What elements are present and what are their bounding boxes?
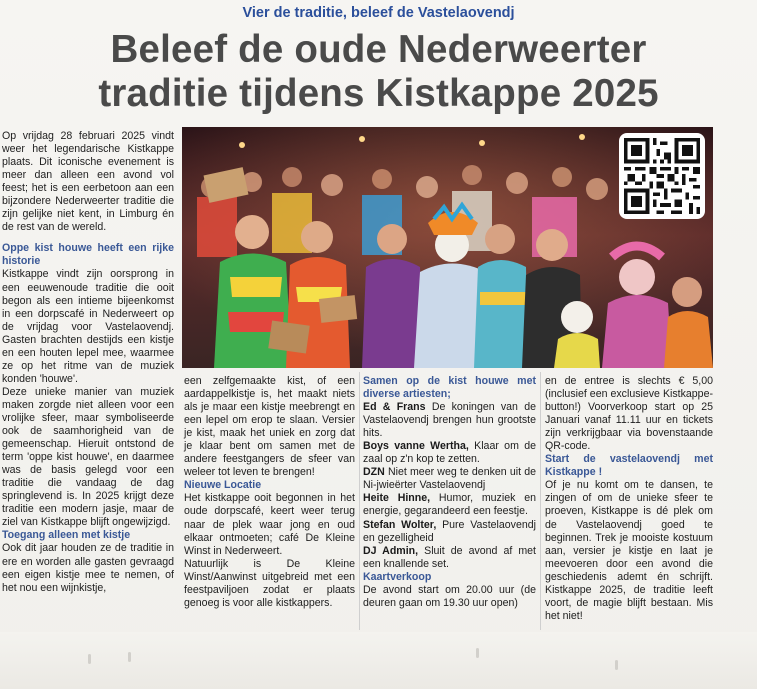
page-margin: [0, 632, 757, 689]
paragraph: Natuurlijk is De Kleine Winst/Aanwinst uitgebreid met een feestpaviljoen zodat er plaats genoeg is voor alle kistkappers.: [184, 557, 355, 609]
artist-entry: [363, 401, 536, 440]
artist-description: De koningen van de Vastelaovendj brengen hun grootste hits.: [363, 401, 536, 440]
section-heading-artists: Samen op de kist houwe met diverse artiesten;: [363, 375, 536, 401]
artist-description: Sluit de avond af met een knallende set.: [363, 544, 537, 570]
artist-description: Klaar om de zaal op z'n kop te zetten.: [363, 440, 536, 466]
artist-description: Pure Vastelaovendj en gezelligheid: [363, 518, 536, 544]
paragraph: Kistkappe vindt zijn oorsprong in een eeuwenoude traditie die ooit begon als een intieme bijeenkomst in een dorpscafé in Nederweert op de vrijdag voor Vastelaovendj. Gasten brachten destijds een kistje en een houten lepel mee, waarmee ze op het ritme van de muziek konden 'houwe'.: [2, 268, 174, 385]
artist-description: Humor, muziek en energie, gegarandeerd een feestje.: [363, 492, 536, 518]
artist-entry: [363, 545, 536, 571]
paper-mark: [128, 652, 131, 662]
intro-paragraph: Op vrijdag 28 februari 2025 vindt weer het legendarische Kistkappe plaats. Dit iconische evenement is meer dan alleen een avond vol feest; het is een eerbetoon aan een bijzondere Nederweerter traditie die zijn gelijke niet kent, in Limburg én de rest van de wereld.: [2, 130, 174, 234]
column-divider: [359, 372, 360, 630]
column-4: [545, 375, 713, 623]
artist-name: Ed & Frans: [363, 401, 426, 414]
qr-code-graphic: [624, 138, 700, 214]
paragraph: Het kistkappe ooit begonnen in het oude dorpscafé, keert weer terug naar de plek waar jong en oud elkaar ontmoeten; café De Kleine Winst in Nederweert.: [184, 492, 355, 557]
artist-name: Boys vanne Wertha,: [363, 440, 469, 453]
section-heading-tickets: Kaartverkoop: [363, 570, 432, 583]
artist-name: DZN: [363, 466, 385, 479]
column-3: [363, 375, 536, 610]
paper-mark: [476, 648, 479, 658]
section-heading-start: Start de vastelaovendj met Kistkappe !: [545, 453, 713, 479]
headline-line-1: Beleef de oude Nederweerter: [110, 28, 647, 71]
artist-entry: [363, 440, 536, 466]
paragraph: Deze unieke manier van muziek maken zorgde niet alleen voor een vrolijke sfeer, maar symboliseerde ook de saamhorigheid van de gemeenschap. Hieruit ontstond de term 'oppe kist houwe', en daarmee was de basis gelegd voor een traditie die vandaag de dag springlevend is. In 2025 krijgt deze traditie een modern jasje, maar de ziel van Kistkappe blijft ongewijzigd.: [2, 385, 174, 529]
column-divider: [540, 372, 541, 630]
paragraph: Ook dit jaar houden ze de traditie in ere en worden alle gasten gevraagd een eigen kistje mee te nemen, of het nou een wijnkistje,: [2, 542, 174, 594]
kicker: Vier de traditie, beleef de Vastelaovendj: [242, 5, 515, 21]
column-1: [2, 130, 174, 595]
section-heading-location: Nieuwe Locatie: [184, 479, 262, 492]
section-heading-access: Toegang alleen met kistje: [2, 529, 131, 542]
artist-entry: [363, 466, 536, 492]
event-photo: [182, 127, 713, 368]
column-2: [184, 375, 355, 610]
paragraph: en de entree is slechts € 5,00 (inclusief een exclusieve Kistkappe-button!) Voorverkoop start op 25 Januari vanaf 11.11 uur en tickets zijn verkrijgbaar via bovenstaande QR-code.: [545, 375, 713, 453]
qr-code-icon[interactable]: [619, 133, 705, 219]
paper-mark: [615, 660, 618, 670]
artist-name: DJ Admin,: [363, 544, 419, 557]
section-heading-history: Oppe kist houwe heeft een rijke historie: [2, 242, 174, 268]
artist-entry: [363, 492, 536, 518]
artist-entry: [363, 519, 536, 545]
artist-description: Niet meer weg te denken uit de Ni-jwieërter Vastelaovendj: [363, 466, 536, 492]
paper-mark: [88, 654, 91, 664]
headline-line-2: traditie tijdens Kistkappe 2025: [98, 72, 659, 115]
paragraph: De avond start om 20.00 uur (de deuren gaan om 19.30 uur open): [363, 583, 536, 609]
artist-name: Stefan Wolter,: [363, 518, 437, 531]
headline: [0, 28, 757, 116]
paragraph: Of je nu komt om te dansen, te zingen of om de unieke sfeer te proeven, Kistkappe is dé plek om de Vastelaovendj goed te beginnen. Trek je mooiste kostuum aan, versier je kistje en laat je meevoeren door een avond die geschiedenis ademt én schrijft. Kistkappe 2025, de traditie leeft voort, de magie blijft bestaan. Mis het niet!: [545, 479, 713, 622]
artist-name: Heite Hinne,: [363, 492, 431, 505]
paragraph: een zelfgemaakte kist, of een aardappelkistje is, het maakt niets als je maar een kistje meebrengt en een lepel om erop te slaan. Versier je kist, maak het uniek en zorg dat je klaar bent om samen met de andere feestgangers de sfeer van weleer tot leven te brengen!: [184, 375, 355, 479]
